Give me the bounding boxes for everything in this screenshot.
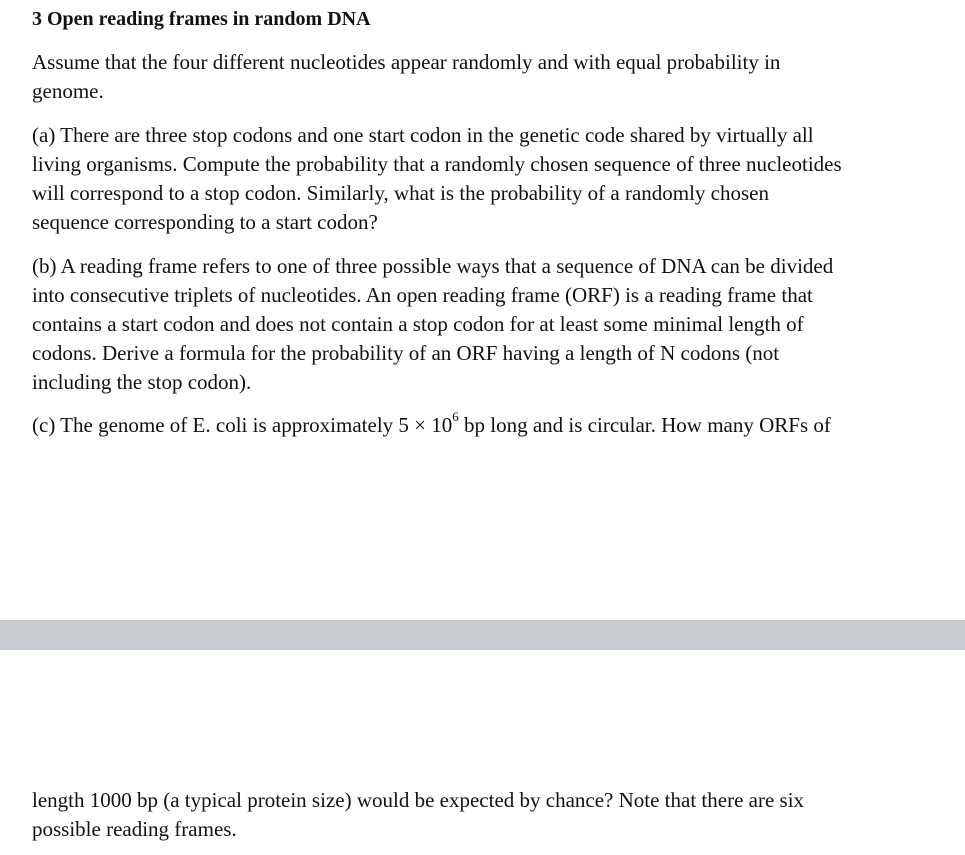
part-a-line: living organisms. Compute the probability that a randomly chosen sequence of three nucleotides	[32, 152, 842, 176]
question-part-b	[32, 252, 937, 397]
part-a-line: (a) There are three stop codons and one start codon in the genetic code shared by virtually all	[32, 123, 814, 147]
part-b-line: contains a start codon and does not contain a stop codon for at least some minimal length of	[32, 312, 804, 336]
part-c-text: (c) The genome of E. coli is approximately 5 × 10	[32, 413, 453, 437]
question-part-a	[32, 121, 937, 237]
page-divider-bar	[0, 620, 965, 650]
part-b-line: including the stop codon).	[32, 370, 252, 394]
part-b-line: (b) A reading frame refers to one of three possible ways that a sequence of DNA can be divided	[32, 254, 834, 278]
question-part-c	[32, 411, 937, 440]
part-a-line: sequence corresponding to a start codon?	[32, 210, 378, 234]
exponent: 6	[452, 409, 459, 424]
part-c-line: length 1000 bp (a typical protein size) would be expected by chance? Note that there are six	[32, 788, 805, 812]
question-part-c-continuation	[32, 786, 937, 844]
part-c-text: bp long and is circular. How many ORFs of	[458, 413, 831, 437]
part-b-line: codons. Derive a formula for the probability of an ORF having a length of N codons (not	[32, 341, 780, 365]
part-b-line: into consecutive triplets of nucleotides. An open reading frame (ORF) is a reading frame that	[32, 283, 813, 307]
intro-line: Assume that the four different nucleotides appear randomly and with equal probability in	[32, 50, 781, 74]
part-c-line	[32, 411, 937, 440]
intro-line: genome.	[32, 79, 104, 103]
part-c-line: possible reading frames.	[32, 817, 237, 841]
section-heading: 3 Open reading frames in random DNA	[32, 8, 371, 30]
intro-paragraph	[32, 48, 937, 106]
part-a-line: will correspond to a stop codon. Similarly, what is the probability of a randomly chosen	[32, 181, 769, 205]
